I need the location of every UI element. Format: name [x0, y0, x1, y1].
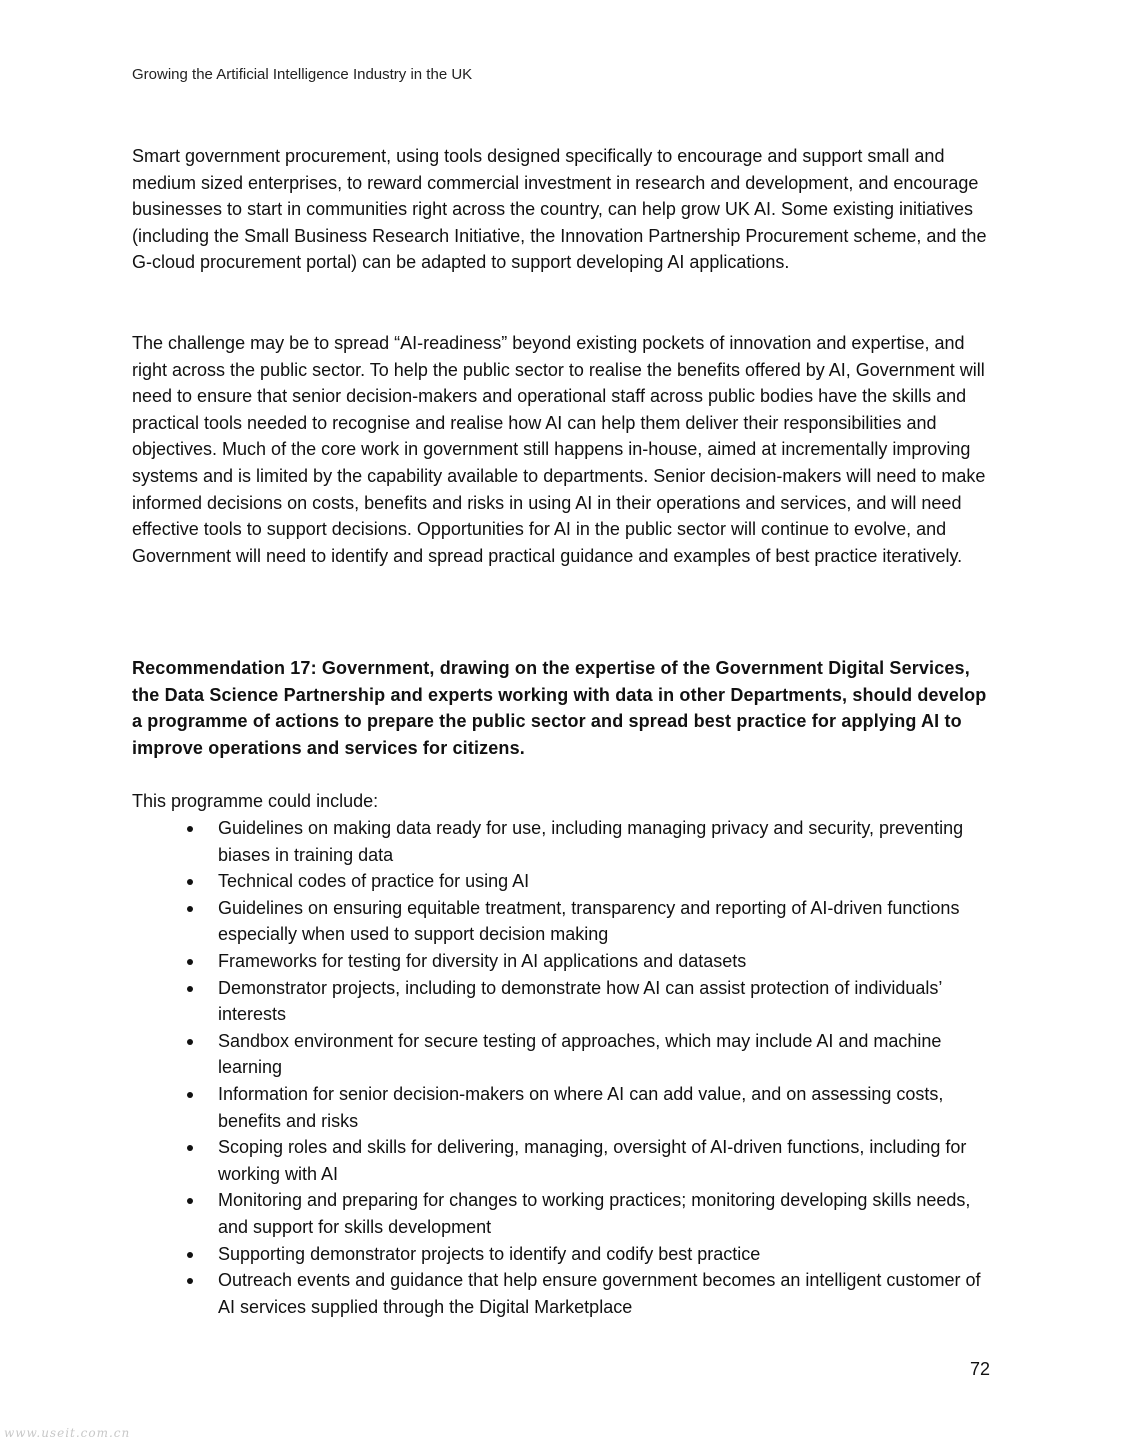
bullet-icon	[187, 826, 193, 832]
bullet-icon	[187, 1039, 193, 1045]
bullet-icon	[187, 906, 193, 912]
programme-list	[186, 815, 986, 1320]
list-item	[186, 1028, 986, 1081]
list-item-text: Guidelines on making data ready for use, including managing privacy and security, preventing biases in training data	[218, 818, 964, 865]
list-item-text: Scoping roles and skills for delivering, managing, oversight of AI-driven functions, including for working with AI	[218, 1137, 967, 1184]
list-item	[186, 1267, 986, 1320]
list-item-text: Supporting demonstrator projects to identify and codify best practice	[218, 1243, 761, 1264]
list-item-text: Guidelines on ensuring equitable treatment, transparency and reporting of AI-driven functions especially when used to support decision making	[218, 897, 960, 945]
list-item	[186, 1134, 986, 1187]
list-item-text: Technical codes of practice for using AI	[218, 871, 530, 892]
list-item	[186, 1081, 986, 1134]
list-item	[186, 895, 986, 948]
list-item	[186, 868, 986, 895]
paragraph-ai-readiness: The challenge may be to spread “AI-readiness” beyond existing pockets of innovation and expertise, and right across the public sector. To help the public sector to realise the benefits offered by AI, Government will need to ensure that senior decision-makers and operational staff across public bodies have the skills and practical tools needed to recognise and realise how AI can help them deliver their responsibilities and objectives. Much of the core work in government still happens in-house, aimed at incrementally improving systems and is limited by the capability available to departments. Senior decision-makers will need to make informed decisions on costs, benefits and risks in using AI in their operations and services, and will need effective tools to support decisions. Opportunities for AI in the public sector will continue to evolve, and Government will need to identify and spread practical guidance and examples of best practice iteratively.	[132, 333, 986, 566]
bullet-icon	[187, 879, 193, 885]
list-item-text: Frameworks for testing for diversity in AI applications and datasets	[218, 950, 747, 971]
bullet-icon	[187, 986, 193, 992]
bullet-icon	[187, 1198, 193, 1204]
list-item	[186, 975, 986, 1028]
bullet-icon	[187, 1145, 193, 1151]
list-item-text: Demonstrator projects, including to demonstrate how AI can assist protection of individuals’ interests	[218, 977, 942, 1025]
list-item-text: Outreach events and guidance that help ensure government becomes an intelligent customer of AI services supplied through the Digital Marketplace	[218, 1270, 981, 1317]
bullet-icon	[187, 1092, 193, 1098]
bullet-icon	[187, 1278, 193, 1284]
paragraph-procurement: Smart government procurement, using tools designed specifically to encourage and support small and medium sized enterprises, to reward commercial investment in research and development, and encourage businesses to start in communities right across the country, can help grow UK AI. Some existing initiatives (including the Small Business Research Initiative, the Innovation Partnership Procurement scheme, and the G-cloud procurement portal) can be adapted to support developing AI applications.	[132, 146, 987, 273]
bullet-icon	[187, 1252, 193, 1258]
list-item-text: Information for senior decision-makers on where AI can add value, and on assessing costs, benefits and risks	[218, 1083, 944, 1131]
list-item-text: Sandbox environment for secure testing of approaches, which may include AI and machine learning	[218, 1030, 942, 1078]
list-item-text: Monitoring and preparing for changes to working practices; monitoring developing skills needs, and support for skills development	[218, 1190, 971, 1237]
recommendation-17: Recommendation 17: Government, drawing on the expertise of the Government Digital Services, the Data Science Partnership and experts working with data in other Departments, should develop a programme of actions to prepare the public sector and spread best practice for applying AI to improve operations and services for citizens.	[132, 658, 987, 758]
watermark: www.useit.com.cn	[4, 1426, 131, 1440]
list-item	[186, 1187, 986, 1240]
programme-intro: This programme could include:	[132, 791, 379, 811]
page-number: 72	[969, 1359, 990, 1379]
list-item	[186, 1241, 986, 1268]
list-item	[186, 815, 986, 868]
running-header: Growing the Artificial Intelligence Industry in the UK	[132, 66, 473, 83]
list-item	[186, 948, 986, 975]
bullet-icon	[187, 959, 193, 965]
